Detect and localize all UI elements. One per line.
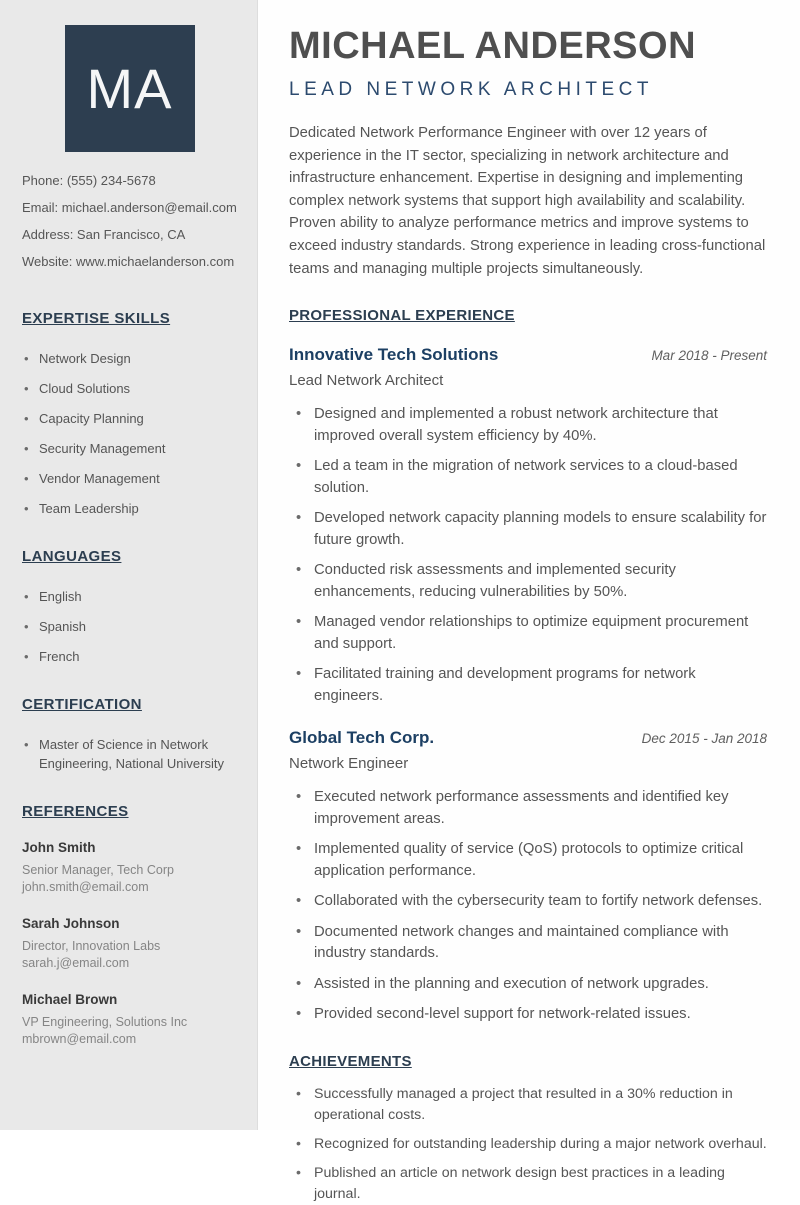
job-header bbox=[289, 345, 767, 365]
certification-heading: CERTIFICATION bbox=[22, 696, 142, 713]
skills-list bbox=[22, 349, 237, 518]
list-item: • Cloud Solutions bbox=[22, 379, 237, 398]
achievements-list bbox=[289, 1084, 767, 1205]
job-dates: Dec 2015 - Jan 2018 bbox=[641, 731, 767, 747]
job-bullet-list bbox=[289, 404, 767, 707]
job-entry bbox=[289, 345, 767, 707]
list-item: • Assisted in the planning and execution of network upgrades. bbox=[289, 974, 767, 996]
certification-list bbox=[22, 735, 237, 773]
list-item: • Collaborated with the cybersecurity team to fortify network defenses. bbox=[289, 891, 767, 913]
list-item: • French bbox=[22, 647, 237, 666]
company-name: Global Tech Corp. bbox=[289, 728, 435, 748]
reference-role: Director, Innovation Labs bbox=[22, 939, 161, 953]
list-item: • Spanish bbox=[22, 617, 237, 636]
references-heading: REFERENCES bbox=[22, 803, 129, 820]
list-item: • Designed and implemented a robust network architecture that improved overall system efficiency by 40%. bbox=[289, 404, 767, 447]
company-name: Innovative Tech Solutions bbox=[289, 345, 499, 365]
contact-address: Address: San Francisco, CA bbox=[22, 227, 186, 242]
contact-phone: Phone: (555) 234-5678 bbox=[22, 173, 156, 188]
main-content bbox=[258, 0, 800, 1202]
job-entry bbox=[289, 728, 767, 1026]
list-item: • Executed network performance assessments and identified key improvement areas. bbox=[289, 787, 767, 830]
contact-email: Email: michael.anderson@email.com bbox=[22, 200, 237, 215]
reference-entry bbox=[22, 840, 237, 896]
reference-name: John Smith bbox=[22, 840, 96, 855]
skills-heading: EXPERTISE SKILLS bbox=[22, 310, 171, 327]
avatar-initials: MA bbox=[86, 57, 173, 120]
reference-name: Sarah Johnson bbox=[22, 916, 120, 931]
job-role: Network Engineer bbox=[289, 755, 409, 773]
list-item: • Implemented quality of service (QoS) protocols to optimize critical application performance. bbox=[289, 839, 767, 882]
list-item: • Conducted risk assessments and implemented security enhancements, reducing vulnerabilities by 50%. bbox=[289, 560, 767, 603]
reference-entry bbox=[22, 992, 237, 1048]
job-header bbox=[289, 728, 767, 748]
list-item: • Managed vendor relationships to optimize equipment procurement and support. bbox=[289, 612, 767, 655]
list-item: • Team Leadership bbox=[22, 499, 237, 518]
reference-role: Senior Manager, Tech Corp bbox=[22, 863, 174, 877]
contact-block bbox=[22, 173, 237, 269]
list-item: • Network Design bbox=[22, 349, 237, 368]
reference-name: Michael Brown bbox=[22, 992, 118, 1007]
list-item: • Facilitated training and development programs for network engineers. bbox=[289, 664, 767, 707]
list-item: • Documented network changes and maintained compliance with industry standards. bbox=[289, 922, 767, 965]
headline-role: LEAD NETWORK ARCHITECT bbox=[289, 79, 653, 100]
languages-list bbox=[22, 587, 237, 666]
avatar bbox=[65, 25, 195, 152]
job-bullet-list bbox=[289, 787, 767, 1026]
contact-website: Website: www.michaelanderson.com bbox=[22, 254, 235, 269]
list-item: • Successfully managed a project that resulted in a 30% reduction in operational costs. bbox=[289, 1084, 767, 1126]
list-item: • Provided second-level support for network-related issues. bbox=[289, 1004, 767, 1026]
list-item: • Security Management bbox=[22, 439, 237, 458]
languages-heading: LANGUAGES bbox=[22, 548, 122, 565]
list-item: • English bbox=[22, 587, 237, 606]
list-item: • Capacity Planning bbox=[22, 409, 237, 428]
list-item: • Recognized for outstanding leadership during a major network overhaul. bbox=[289, 1134, 767, 1155]
page-title: MICHAEL ANDERSON bbox=[289, 25, 697, 67]
job-dates: Mar 2018 - Present bbox=[651, 348, 767, 364]
list-item: • Led a team in the migration of network services to a cloud-based solution. bbox=[289, 456, 767, 499]
list-item: • Developed network capacity planning models to ensure scalability for future growth. bbox=[289, 508, 767, 551]
job-role: Lead Network Architect bbox=[289, 372, 444, 390]
summary-paragraph: Dedicated Network Performance Engineer with over 12 years of experience in the IT sector, specializing in network architecture and infrastructure enhancement. Expertise in designing and implementing complex network systems that support high availability and scalability. Proven ability to analyze performance metrics and improve systems to exceed industry standards. Strong experience in leading cross-functional teams and managing multiple projects simultaneously. bbox=[289, 125, 766, 277]
reference-role: VP Engineering, Solutions Inc bbox=[22, 1015, 188, 1029]
list-item: • Published an article on network design best practices in a leading journal. bbox=[289, 1163, 767, 1205]
list-item: • Master of Science in Network Engineering, National University bbox=[22, 735, 237, 773]
list-item: • Vendor Management bbox=[22, 469, 237, 488]
reference-email: john.smith@email.com bbox=[22, 880, 149, 894]
reference-email: sarah.j@email.com bbox=[22, 956, 130, 970]
experience-heading: PROFESSIONAL EXPERIENCE bbox=[289, 307, 515, 325]
reference-email: mbrown@email.com bbox=[22, 1032, 137, 1046]
sidebar bbox=[0, 0, 258, 1130]
achievements-heading: ACHIEVEMENTS bbox=[289, 1052, 412, 1070]
reference-entry bbox=[22, 916, 237, 972]
